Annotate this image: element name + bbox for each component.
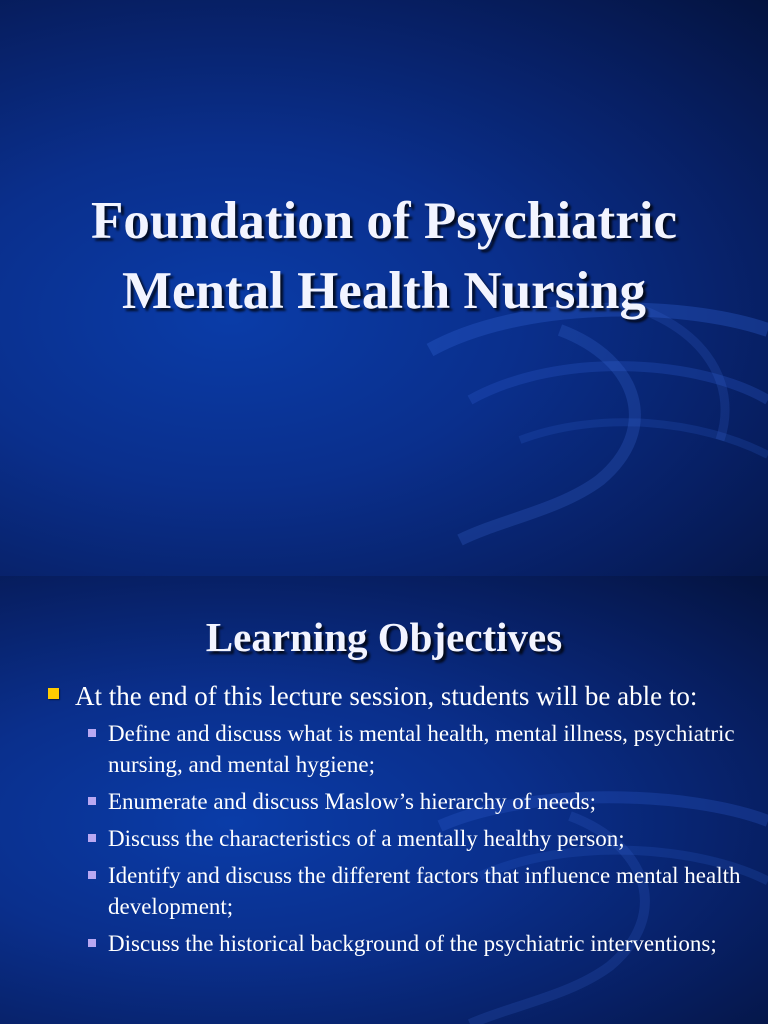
sub-bullet-text: Enumerate and discuss Maslow’s hierarchy of needs;	[108, 789, 596, 814]
sub-bullet-item	[86, 786, 744, 817]
sub-bullet-item	[86, 860, 744, 922]
small-square-bullet-icon	[88, 871, 96, 879]
sub-bullet-item	[86, 823, 744, 854]
small-square-bullet-icon	[88, 729, 96, 737]
slide-title-line-1: Foundation of Psychiatric	[91, 192, 677, 250]
sub-bullet-item	[86, 928, 744, 959]
sub-bullet-list	[86, 718, 744, 959]
sub-bullet-text: Discuss the historical background of the psychiatric interventions;	[108, 931, 717, 956]
sub-bullet-text: Identify and discuss the different factors that influence mental health development;	[108, 863, 741, 919]
sub-bullet-item	[86, 718, 744, 780]
bullet-list	[44, 678, 744, 965]
objectives-slide	[0, 576, 768, 1024]
bullet-text: At the end of this lecture session, students will be able to:	[75, 681, 698, 711]
slide-title-line-2: Mental Health Nursing	[121, 262, 647, 320]
sub-bullet-text: Define and discuss what is mental health, mental illness, psychiatric nursing, and mental hygiene;	[108, 721, 735, 777]
small-square-bullet-icon	[88, 834, 96, 842]
square-bullet-icon	[48, 688, 59, 699]
slide-title-block	[0, 186, 768, 326]
sub-bullet-text: Discuss the characteristics of a mentally healthy person;	[108, 826, 625, 851]
slide-title: Learning Objectives	[205, 614, 563, 660]
bullet-item-intro	[44, 678, 744, 714]
small-square-bullet-icon	[88, 939, 96, 947]
small-square-bullet-icon	[88, 797, 96, 805]
